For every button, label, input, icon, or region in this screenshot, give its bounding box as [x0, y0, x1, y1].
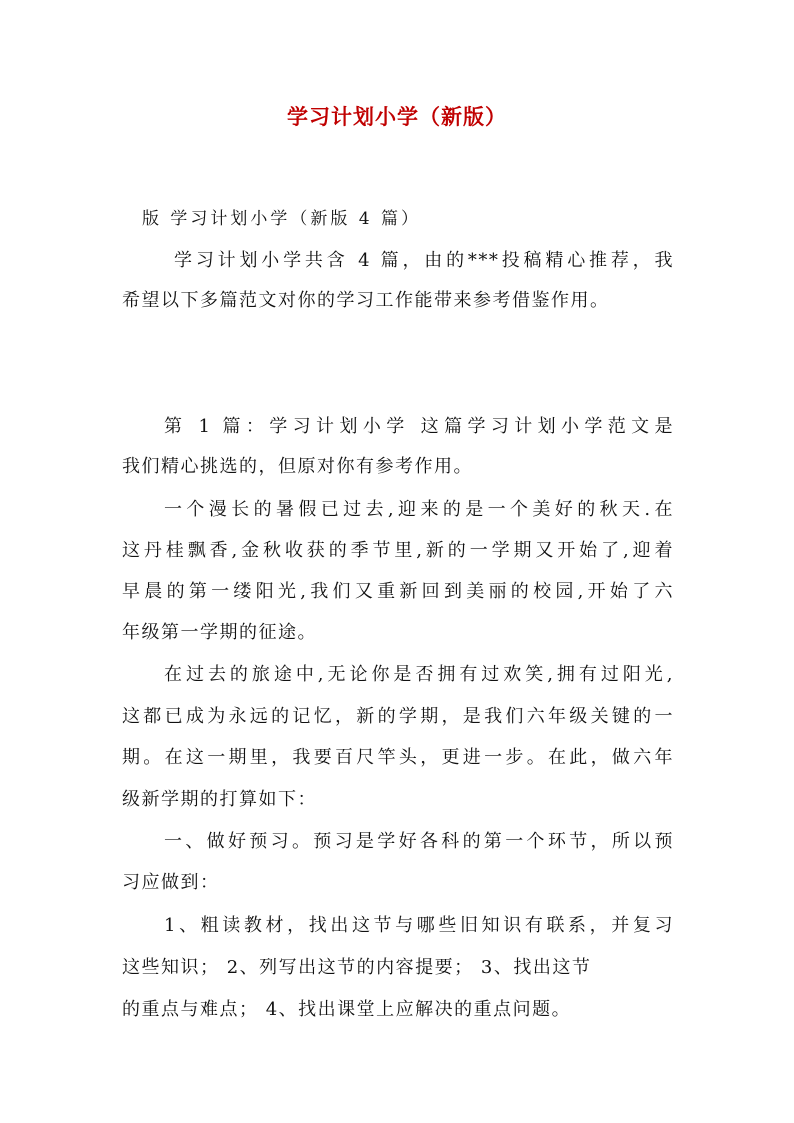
para1-line-2: 这丹桂飘香,金秋收获的季节里,新的一学期又开始了,迎着	[122, 540, 674, 561]
section-heading-line-2: 我们精心挑选的，但原对你有参考作用。	[122, 456, 473, 477]
para1-line-3: 早晨的第一缕阳光,我们又重新回到美丽的校园,开始了六	[122, 581, 674, 602]
document-subtitle: 版 学习计划小学（新版 4 篇）	[142, 209, 422, 229]
para4-line-1: 1、粗读教材，找出这节与哪些旧知识有联系，并复习	[164, 915, 674, 936]
document-title: 学习计划小学（新版）	[287, 104, 507, 129]
para1-line-4: 年级第一学期的征途。	[122, 622, 317, 643]
intro-line-1: 学习计划小学共含 4 篇，由的***投稿精心推荐，我	[174, 250, 674, 271]
intro-line-2: 希望以下多篇范文对你的学习工作能带来参考借鉴作用。	[122, 290, 610, 311]
para1-line-1: 一个漫长的暑假已过去,迎来的是一个美好的秋天.在	[164, 499, 674, 520]
para2-line-2: 这都已成为永远的记忆，新的学期，是我们六年级关键的一	[122, 706, 674, 727]
para2-line-3: 期。在这一期里，我要百尺竿头，更进一步。在此，做六年	[122, 747, 674, 768]
para3-line-1: 一、做好预习。预习是学好各科的第一个环节，所以预	[164, 831, 674, 852]
section-heading-line-1: 第 1 篇：学习计划小学 这篇学习计划小学范文是	[164, 416, 674, 437]
para2-line-4: 级新学期的打算如下：	[122, 789, 317, 810]
para2-line-1: 在过去的旅途中,无论你是否拥有过欢笑,拥有过阳光,	[164, 664, 674, 685]
para3-line-2: 习应做到：	[122, 872, 220, 893]
para4-line-2: 这些知识； 2、列写出这节的内容提要； 3、找出这节	[122, 957, 592, 978]
para4-line-3: 的重点与难点； 4、找出课堂上应解决的重点问题。	[122, 999, 572, 1020]
